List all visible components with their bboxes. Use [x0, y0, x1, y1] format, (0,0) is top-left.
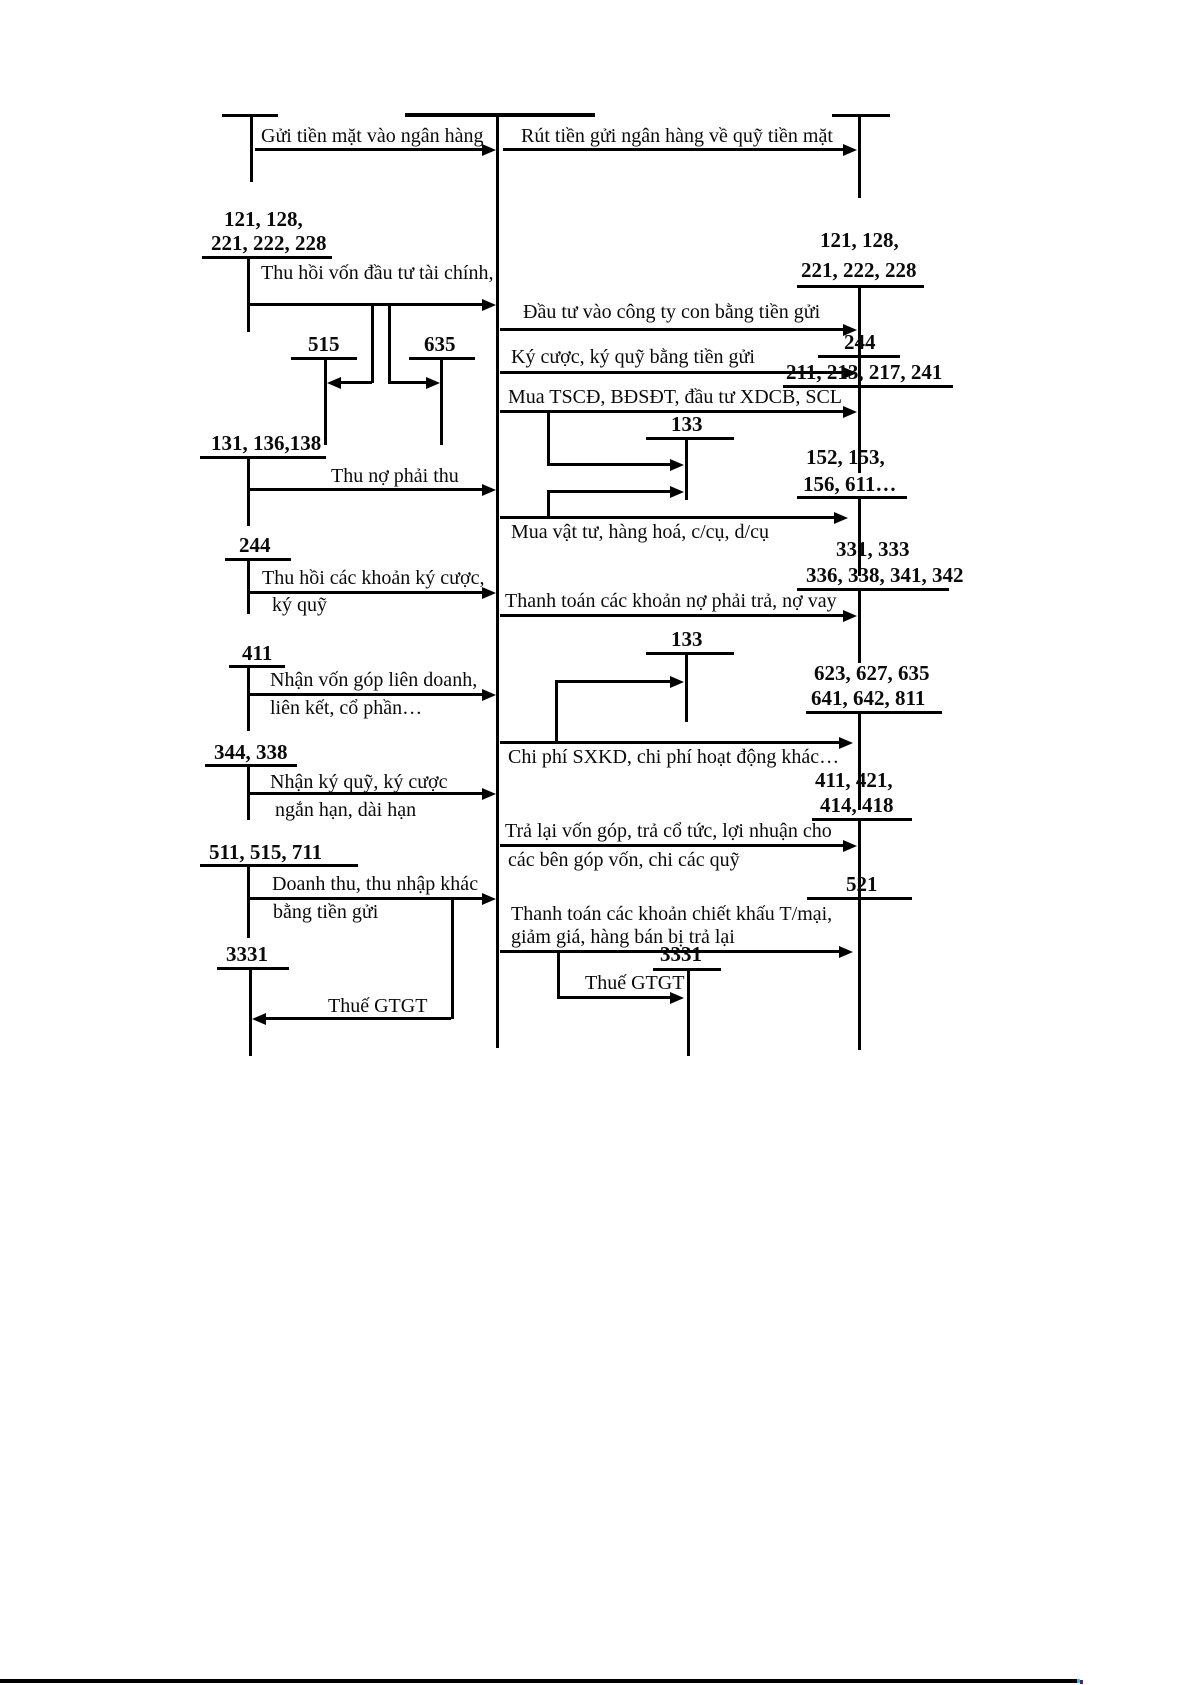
scan-artifact [1080, 1680, 1083, 1684]
vat-drop [547, 490, 550, 519]
flow-arrow-shaft [249, 897, 482, 900]
page-bottom-rule [0, 1679, 1078, 1683]
flow-arrow-shaft [500, 844, 843, 847]
vat-drop [555, 680, 558, 742]
acct-bar-133 [646, 437, 734, 440]
account-code: 131, 136,138 [211, 431, 322, 455]
flow-arrow-head [482, 484, 496, 496]
acct-bar [202, 256, 332, 259]
entry-description: Thanh toán các khoản nợ phải trả, nợ vay [505, 590, 837, 612]
acct-line [247, 665, 250, 731]
account-code: 121, 128, [820, 228, 899, 252]
entry-description: Thu hồi vốn đầu tư tài chính, [261, 262, 494, 284]
branch-drop [388, 303, 391, 383]
flow-arrow-635-shaft [388, 381, 426, 384]
cash-account-line [250, 114, 253, 182]
entry-description: Mua TSCĐ, BĐSĐT, đầu tư XDCB, SCL [508, 386, 843, 408]
entry-description: Thu hồi các khoản ký cược, [262, 567, 485, 589]
account-code: 211, 213, 217, 241 [786, 360, 943, 384]
vat-arrow-shaft [555, 680, 670, 683]
flow-arrow-shaft [249, 693, 482, 696]
flow-arrow-515-head [327, 377, 341, 389]
acct-bar [806, 711, 942, 714]
vat-arrow-shaft [547, 490, 670, 493]
account-code: 152, 153, [806, 445, 885, 469]
account-code: 411 [242, 641, 273, 665]
vat-arrow-head [670, 676, 684, 688]
acct-line [247, 256, 250, 332]
entry-description: giảm giá, hàng bán bị trả lại [511, 926, 735, 948]
flow-arrow-515-shaft [341, 381, 372, 384]
vat-account-code: 133 [671, 412, 703, 436]
flow-arrow-head [834, 512, 848, 524]
acct-bar [200, 864, 358, 867]
right-cash-bar [832, 114, 890, 117]
tax-label: Thuế GTGT [328, 995, 428, 1017]
acct-line-133 [685, 437, 688, 500]
flow-arrow-shaft [503, 148, 843, 151]
tax-label: Thuế GTGT [585, 972, 685, 994]
entry-description: Trả lại vốn góp, trả cổ tức, lợi nhuận cho [505, 820, 832, 842]
entry-description: ký quỹ [272, 594, 327, 616]
acct-line-635 [440, 357, 443, 445]
account-code: 156, 611… [803, 472, 897, 496]
account-code: 511, 515, 711 [209, 840, 323, 864]
flow-arrow-head [843, 840, 857, 852]
vat-drop [547, 411, 550, 466]
entry-description: ngắn hạn, dài hạn [275, 799, 417, 821]
flow-arrow-635-head [426, 377, 440, 389]
vat-arrow-shaft [547, 463, 670, 466]
flow-arrow-head [843, 406, 857, 418]
flow-arrow-head [482, 144, 496, 156]
account-code: 623, 627, 635 [814, 661, 930, 685]
acct-line [247, 456, 250, 526]
flow-arrow-head [843, 610, 857, 622]
acct-line [247, 864, 250, 938]
account-code: 221, 222, 228 [211, 231, 327, 255]
flow-arrow-head [839, 737, 853, 749]
acct-bar [205, 764, 297, 767]
branch-drop [371, 303, 374, 383]
acct-bar [225, 558, 291, 561]
entry-description: bằng tiền gửi [273, 901, 379, 923]
account-code: 221, 222, 228 [801, 258, 917, 282]
center-account-top-bar [405, 113, 595, 117]
tax-drop [451, 897, 454, 1019]
entry-description: Thu nợ phải thu [331, 465, 459, 487]
acct-bar [200, 456, 326, 459]
flow-arrow-head [843, 144, 857, 156]
entry-description: Nhận ký quỹ, ký cược [270, 771, 448, 793]
acct-line-3331 [249, 967, 252, 1056]
acct-bar-3331 [217, 967, 289, 970]
flow-arrow-shaft [249, 488, 482, 491]
account-code: 121, 128, [224, 207, 303, 231]
tax-arrow-shaft [557, 996, 670, 999]
account-code: 641, 642, 811 [811, 686, 926, 710]
entry-description: Đầu tư vào công ty con bằng tiền gửi [523, 301, 821, 323]
acct-bar-133 [646, 652, 734, 655]
vat-arrow-head [670, 486, 684, 498]
flow-arrow-shaft [500, 614, 843, 617]
flow-arrow-shaft [500, 328, 843, 331]
sub-account-code: 515 [308, 332, 340, 356]
acct-line [247, 558, 250, 614]
entry-description: Thanh toán các khoản chiết khấu T/mại, [511, 903, 833, 925]
acct-line-521 [858, 897, 861, 1050]
entry-description: liên kết, cổ phần… [270, 697, 423, 719]
tax-account-code: 3331 [660, 942, 702, 966]
tax-arrow-head [252, 1013, 266, 1025]
account-code: 521 [846, 872, 878, 896]
acct-line [858, 588, 861, 663]
acct-line-515 [324, 357, 327, 445]
entry-description: Ký cược, ký quỹ bằng tiền gửi [511, 346, 755, 368]
flow-arrow-shaft [500, 516, 834, 519]
flow-arrow-shaft [500, 741, 839, 744]
flow-arrow-head [482, 788, 496, 800]
account-code: 244 [239, 533, 271, 557]
entry-description: Mua vật tư, hàng hoá, c/cụ, d/cụ [511, 521, 769, 543]
account-code: 336, 338, 341, 342 [806, 563, 964, 587]
acct-line-3331 [687, 968, 690, 1056]
right-cash-line [858, 114, 861, 198]
entry-description: Chi phí SXKD, chi phí hoạt động khác… [508, 746, 840, 768]
flow-arrow-head [482, 893, 496, 905]
flow-arrow-head [839, 946, 853, 958]
acct-line-133 [685, 652, 688, 722]
sub-account-code: 635 [424, 332, 456, 356]
vat-arrow-head [670, 459, 684, 471]
flow-arrow-head [482, 689, 496, 701]
account-code: 244 [844, 330, 876, 354]
account-code: 414, 418 [820, 793, 894, 817]
center-account-line [496, 113, 499, 1048]
entry-description: Rút tiền gửi ngân hàng về quỹ tiền mặt [521, 125, 833, 147]
acct-bar [797, 496, 907, 499]
vat-account-code: 133 [671, 627, 703, 651]
flow-arrow-head [482, 299, 496, 311]
account-code: 344, 338 [214, 740, 288, 764]
flow-arrow-shaft [249, 303, 482, 306]
account-code: 411, 421, [815, 768, 893, 792]
entry-description: Doanh thu, thu nhập khác [272, 873, 479, 895]
entry-description: Nhận vốn góp liên doanh, [270, 669, 478, 691]
flow-arrow-shaft [255, 148, 482, 151]
entry-description: các bên góp vốn, chi các quỹ [508, 849, 740, 871]
tax-drop [557, 951, 560, 999]
tax-account-code: 3331 [226, 942, 268, 966]
acct-bar [229, 665, 285, 668]
entry-description: Gửi tiền mặt vào ngân hàng [261, 125, 484, 147]
account-code: 331, 333 [836, 537, 910, 561]
